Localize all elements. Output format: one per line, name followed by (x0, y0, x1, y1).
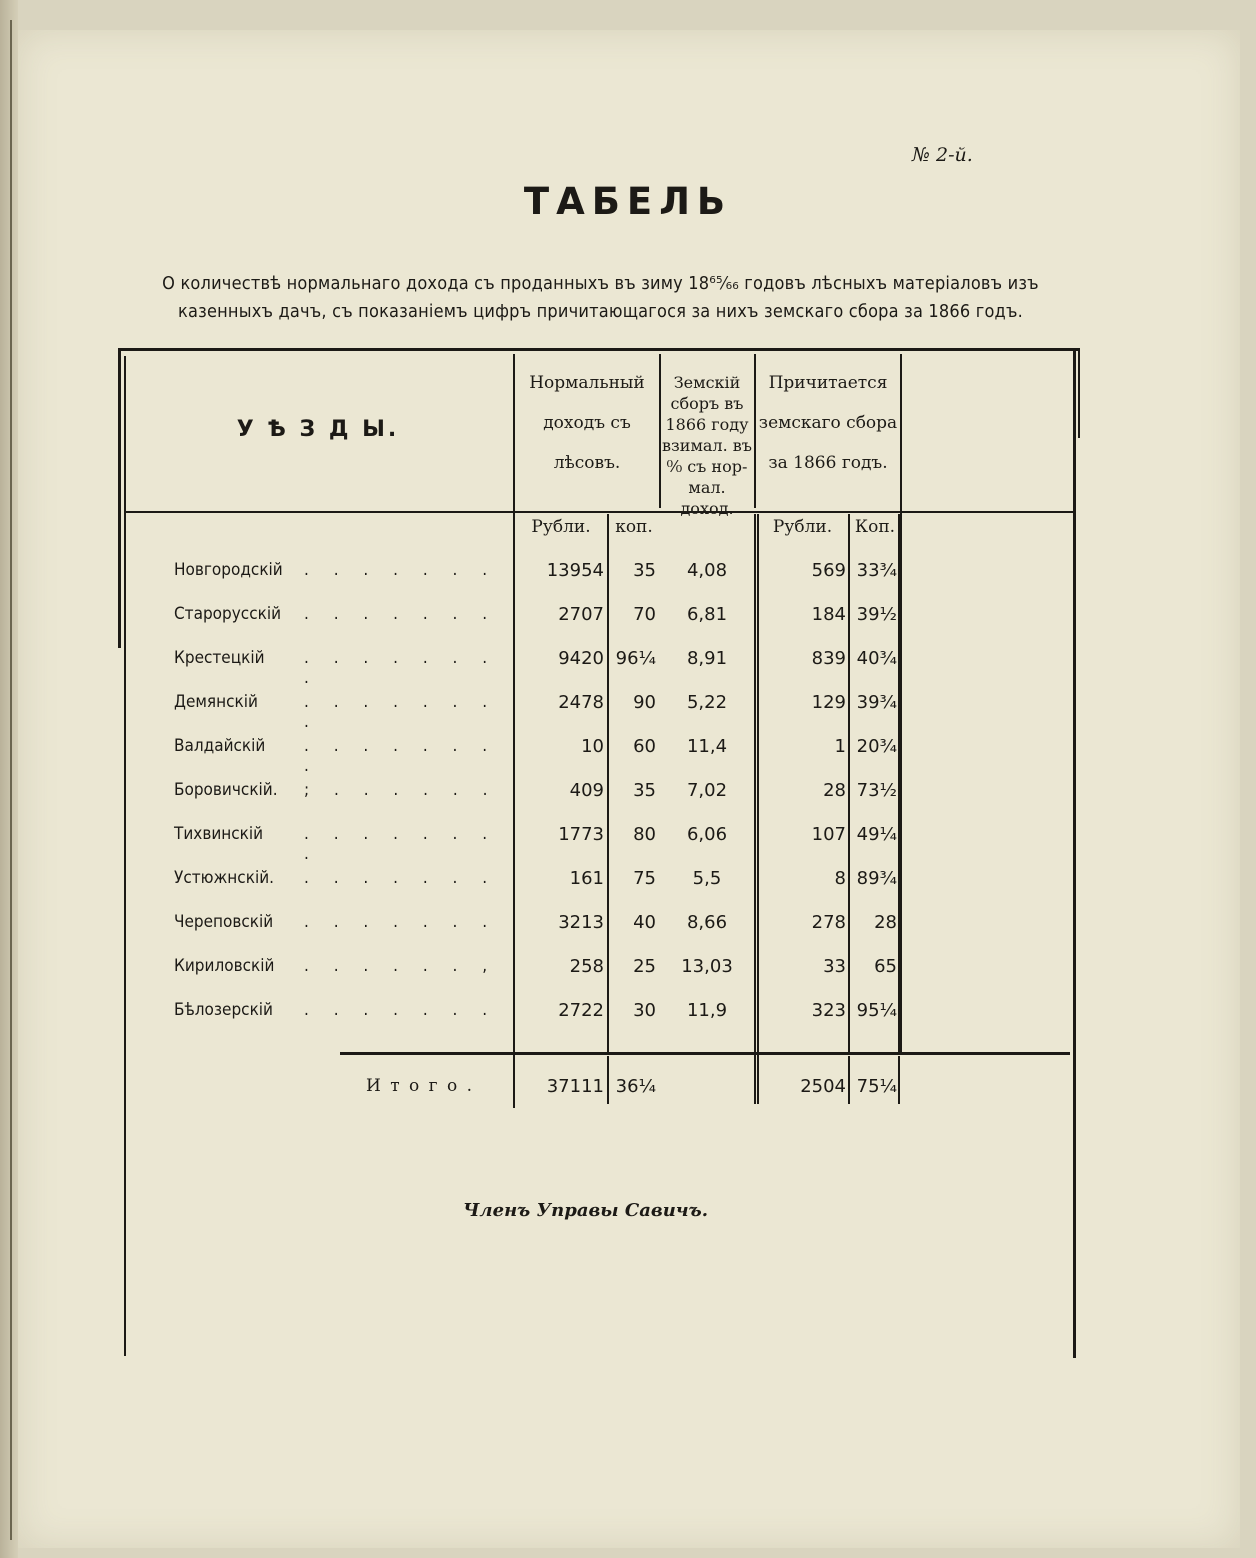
header-due-l2: земскаго сбора (758, 413, 898, 433)
row-income-kopecks: 35 (633, 780, 656, 801)
header-bottom-line (124, 511, 1074, 513)
frame-right-outer-border (1078, 348, 1080, 438)
header-rate-l2: сборъ въ (670, 394, 744, 413)
row-leader-dots: . . . . . . . (304, 868, 498, 888)
header-due (756, 372, 900, 475)
row-uezd-name: Череповскій (174, 912, 274, 932)
row-income-kopecks: 35 (633, 560, 656, 581)
row-leader-dots: . . . . . . . (304, 604, 498, 624)
subheader-kopecks: коп. (615, 517, 653, 537)
row-income-rubles: 2707 (558, 604, 604, 625)
frame-right-border (1073, 348, 1076, 1358)
row-leader-dots: ; . . . . . . (304, 780, 498, 800)
row-due-rubles: 107 (811, 824, 846, 845)
row-rate: 11,4 (686, 736, 728, 757)
row-due-kopecks: 28 (874, 912, 897, 933)
header-rate-l1: Земскій (673, 373, 741, 392)
row-leader-dots: . . . . . . . (304, 912, 498, 932)
row-due-kopecks: 39¹⁄₂ (856, 604, 897, 625)
row-due-rubles: 33 (823, 956, 846, 977)
row-due-rubles: 569 (811, 560, 846, 581)
row-due-kopecks: 33³⁄₄ (856, 560, 897, 581)
row-income-kopecks: 75 (633, 868, 656, 889)
row-rate: 5,5 (692, 868, 722, 889)
row-leader-dots: . . . . . . . . (304, 736, 498, 776)
row-income-kopecks: 80 (633, 824, 656, 845)
row-due-rubles: 184 (811, 604, 846, 625)
row-income-rubles: 13954 (546, 560, 604, 581)
row-rate: 7,02 (686, 780, 728, 801)
row-leader-dots: . . . . . . . (304, 560, 498, 580)
row-due-kopecks: 73¹⁄₂ (856, 780, 897, 801)
row-income-rubles: 2478 (558, 692, 604, 713)
row-due-rubles: 28 (823, 780, 846, 801)
row-due-kopecks: 95¹⁄₄ (856, 1000, 897, 1021)
header-normal-income-l3: лѣсовъ. (553, 453, 621, 473)
row-income-rubles: 10 (581, 736, 604, 757)
body-sep-end (898, 514, 900, 1054)
binding-line (10, 20, 12, 1540)
col-sep-rate-body-left (754, 514, 756, 1104)
row-income-kopecks: 60 (633, 736, 656, 757)
row-due-rubles: 839 (811, 648, 846, 669)
col-sep-due (900, 354, 902, 1054)
row-due-rubles: 278 (811, 912, 846, 933)
row-uezd-name: Валдайскій (174, 736, 266, 756)
row-uezd-name: Бѣлозерскій (174, 1000, 273, 1020)
row-income-rubles: 409 (569, 780, 604, 801)
row-rate: 11,9 (686, 1000, 728, 1021)
row-uezd-name: Старорусскій (174, 604, 282, 624)
total-separator-line (340, 1052, 1070, 1055)
row-due-rubles: 323 (811, 1000, 846, 1021)
row-rate: 6,06 (686, 824, 728, 845)
header-due-l3: за 1866 годъ. (768, 453, 888, 473)
row-due-kopecks: 39³⁄₄ (856, 692, 897, 713)
row-income-kopecks: 90 (633, 692, 656, 713)
total-kopecks: 36¹⁄₄ (615, 1076, 656, 1097)
row-due-kopecks: 49¹⁄₄ (856, 824, 897, 845)
total-due-kopecks: 75¹⁄₄ (856, 1076, 897, 1097)
subtitle-line-1: О количествѣ нормальнаго дохода съ проданныхъ въ зиму 18⁶⁵⁄₆₆ годовъ лѣсныхъ матеріаловъ изъ (162, 273, 1039, 294)
row-income-kopecks: 70 (633, 604, 656, 625)
total-sep-rub (607, 1056, 609, 1104)
row-rate: 5,22 (686, 692, 728, 713)
row-rate: 8,91 (686, 648, 728, 669)
row-due-rubles: 1 (834, 736, 846, 757)
row-income-rubles: 9420 (558, 648, 604, 669)
document-number: № 2-й. (912, 144, 973, 166)
total-rubles: 37111 (546, 1076, 604, 1097)
row-rate: 13,03 (681, 956, 733, 977)
row-leader-dots: . . . . . . . . (304, 648, 498, 688)
subtitle-line-2: казенныхъ дачъ, съ показаніемъ цифръ причитающагося за нихъ земскаго сбора за 1866 годъ. (178, 301, 1023, 322)
total-sep-due-rub (848, 1056, 850, 1104)
total-due-rubles: 2504 (800, 1076, 846, 1097)
row-leader-dots: . . . . . . . . (304, 824, 498, 864)
header-rate-l5: ⁰⁄₀ съ нор- (666, 457, 748, 476)
row-income-kopecks: 30 (633, 1000, 656, 1021)
header-normal-income-l1: Нормальный (529, 373, 645, 393)
row-due-rubles: 8 (834, 868, 846, 889)
row-due-rubles: 129 (811, 692, 846, 713)
header-rate-l4: взимал. въ (662, 436, 752, 455)
row-uezd-name: Новгородскій (174, 560, 283, 580)
row-due-kopecks: 20³⁄₄ (856, 736, 897, 757)
row-income-kopecks: 40 (633, 912, 656, 933)
body-sep-rub (607, 544, 609, 1054)
col-sep-uezd (513, 354, 515, 1108)
row-uezd-name: Кириловскій (174, 956, 275, 976)
row-income-rubles: 2722 (558, 1000, 604, 1021)
subcol-sep-due-rub (848, 514, 850, 544)
subcol-sep-rub (607, 514, 609, 544)
header-rate-l3: 1866 году (665, 415, 749, 434)
row-uezd-name: Крестецкій (174, 648, 265, 668)
row-leader-dots: . . . . . . . (304, 1000, 498, 1020)
total-sep-end (898, 1056, 900, 1104)
header-normal-income-l2: доходъ съ (543, 413, 631, 433)
row-income-rubles: 1773 (558, 824, 604, 845)
row-income-kopecks: 96¹⁄₄ (615, 648, 656, 669)
document-subtitle (118, 270, 1083, 326)
row-rate: 6,81 (686, 604, 728, 625)
row-income-rubles: 3213 (558, 912, 604, 933)
frame-left-border (118, 348, 121, 648)
row-due-kopecks: 65 (874, 956, 897, 977)
row-uezd-name: Боровичскій. (174, 780, 278, 800)
row-uezd-name: Тихвинскій (174, 824, 264, 844)
subheader-rubles: Рубли. (531, 517, 591, 537)
row-income-rubles: 161 (569, 868, 604, 889)
header-uezdy: У Ѣ З Д Ы. (236, 417, 400, 442)
row-due-kopecks: 89³⁄₄ (856, 868, 897, 889)
row-income-rubles: 258 (569, 956, 604, 977)
header-rate-l6: мал. доход. (680, 478, 734, 518)
row-leader-dots: . . . . . . . . (304, 692, 498, 732)
row-uezd-name: Устюжнскій. (174, 868, 274, 888)
frame-top-border (118, 348, 1080, 351)
page-edge (0, 0, 18, 1558)
subheader-due-rubles: Рубли. (772, 517, 833, 537)
subheader-due-kopecks: Коп. (854, 517, 896, 537)
row-rate: 4,08 (686, 560, 728, 581)
frame-left-inner-border (124, 356, 126, 1356)
row-leader-dots: . . . . . . , (304, 956, 498, 976)
row-rate: 8,66 (686, 912, 728, 933)
row-income-kopecks: 25 (633, 956, 656, 977)
signature: Членъ Управы Савичъ. (463, 1200, 709, 1221)
total-label: И т о г о . (366, 1076, 475, 1096)
header-due-l1: Причитается (768, 373, 888, 393)
document-title: ТАБЕЛЬ (523, 180, 733, 223)
body-sep-due-rub (848, 544, 850, 1054)
header-rate (661, 372, 753, 519)
row-uezd-name: Демянскій (174, 692, 258, 712)
header-normal-income (516, 372, 658, 475)
row-due-kopecks: 40³⁄₄ (856, 648, 897, 669)
